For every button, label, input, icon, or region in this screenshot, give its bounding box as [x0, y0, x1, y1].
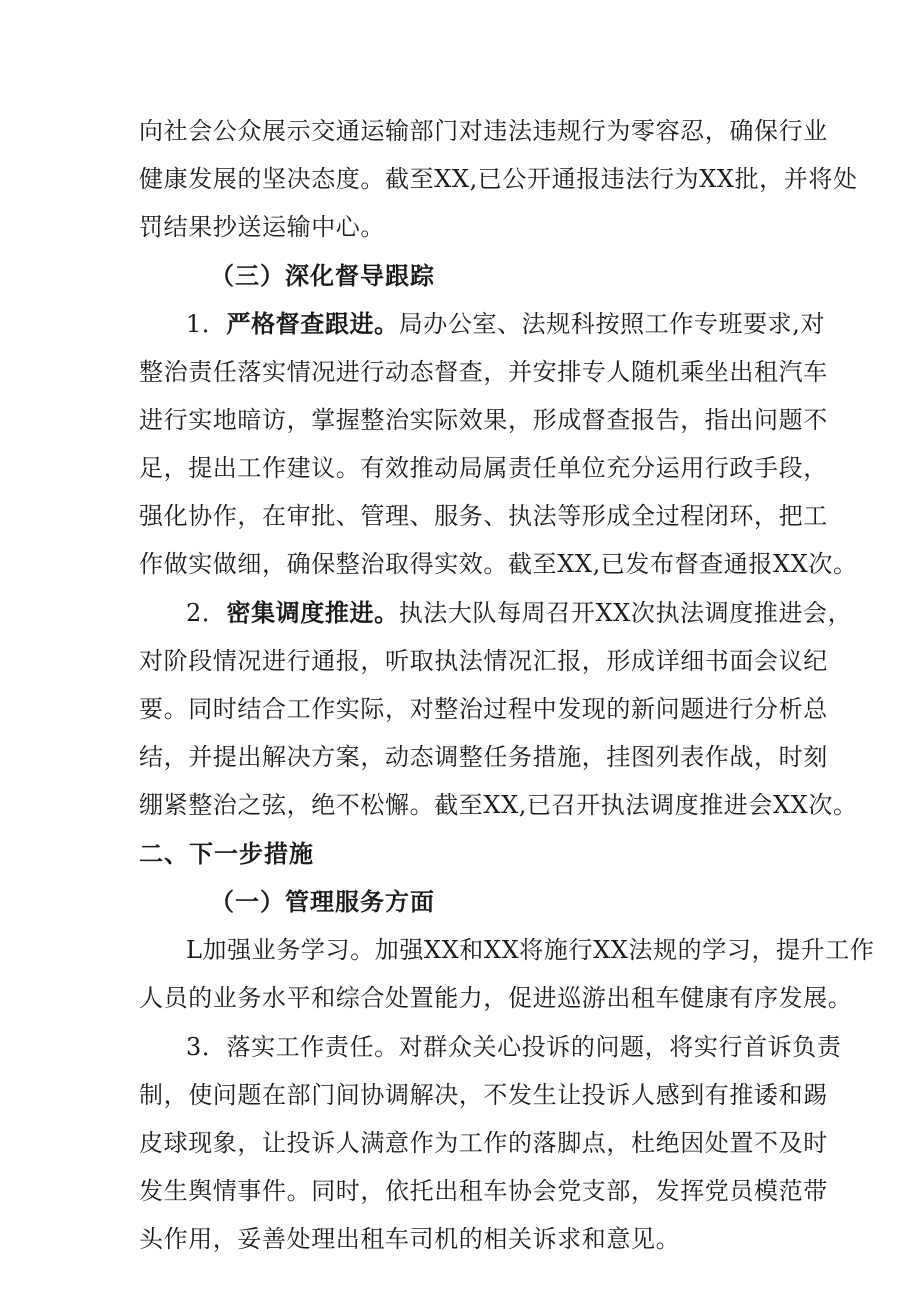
section-heading: （三）深化督导跟踪	[210, 261, 435, 290]
item-text: 执法大队每周召开XX次执法调度推进会，	[398, 599, 853, 627]
text-line: 结，并提出解决方案，动态调整任务措施，挂图列表作战，时刻	[139, 743, 828, 771]
text-line: 要。同时结合工作实际，对整治过程中发现的新问题进行分析总	[139, 695, 828, 723]
subsection-heading: （一）管理服务方面	[210, 887, 435, 916]
text-line: 制，使问题在部门间协调解决，不发生让投诉人感到有推诿和踢	[139, 1081, 828, 1109]
item-number: 2．	[186, 599, 227, 627]
text-line: 进行实地暗访，掌握整治实际效果，形成督查报告，指出问题不	[139, 406, 828, 434]
text-line: 发生舆情事件。同时，依托出租车协会党支部，发挥党员模范带	[139, 1177, 828, 1205]
text-line: 整治责任落实情况进行动态督查，并安排专人随机乘坐出租汽车	[139, 358, 828, 386]
text-line: 头作用，妥善处理出租车司机的相关诉求和意见。	[139, 1225, 681, 1253]
text-line: 强化协作，在审批、管理、服务、执法等形成全过程闭环，把工	[139, 502, 828, 530]
text-line: 作做实做细，确保整治取得实效。截至XX,已发布督查通报XX次。	[139, 550, 858, 578]
item-text: 局办公室、法规科按照工作专班要求,对	[398, 310, 826, 338]
text-line: 对阶段情况进行通报，听取执法情况汇报，形成详细书面会议纪	[139, 647, 828, 675]
measure-first-line: 3．落实工作责任。对群众关心投诉的问题，将实行首诉负责	[186, 1033, 842, 1061]
text-line: 向社会公众展示交通运输部门对违法违规行为零容忍，确保行业	[139, 117, 828, 145]
item-title: 严格督查跟进。	[226, 309, 399, 338]
text-line: 足，提出工作建议。有效推动局属责任单位充分运用行政手段，	[139, 454, 828, 482]
text-line: 健康发展的坚决态度。截至XX,已公开通报违法行为XX批，并将处	[139, 165, 858, 193]
text-line: 罚结果抄送运输中心。	[139, 213, 385, 241]
item-first-line	[186, 304, 846, 344]
measure-first-line: L加强业务学习。加强XX和XX将施行XX法规的学习，提升工作	[186, 936, 875, 964]
text-line: 皮球现象，让投诉人满意作为工作的落脚点，杜绝因处置不及时	[139, 1129, 828, 1157]
text-line: 人员的业务水平和综合处置能力，促进巡游出租车健康有序发展。	[139, 984, 853, 1012]
text-line: 绷紧整治之弦，绝不松懈。截至XX,已召开执法调度推进会XX次。	[139, 791, 858, 819]
part-heading: 二、下一步措施	[139, 839, 314, 868]
item-title: 密集调度推进。	[226, 598, 399, 627]
item-first-line	[186, 593, 853, 633]
item-number: 1．	[186, 310, 227, 338]
